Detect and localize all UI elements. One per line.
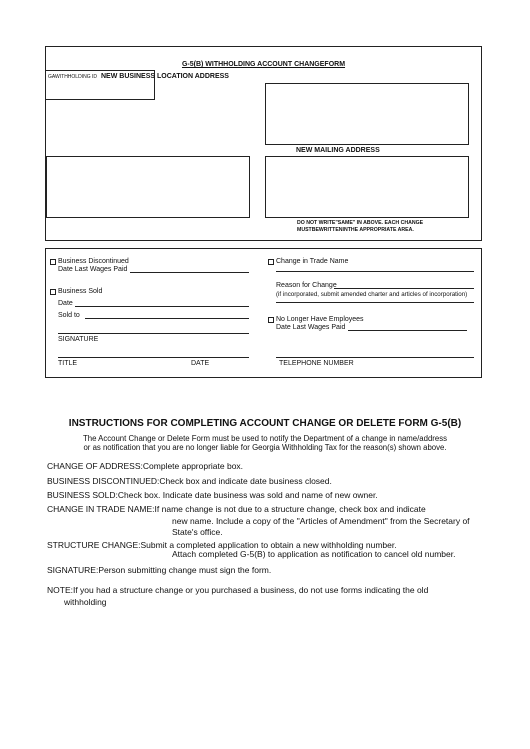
signature-line[interactable] — [58, 357, 249, 358]
instr-business-sold: BUSINESS SOLD:Check box. Indicate date business was sold and name of new owner. — [47, 490, 378, 500]
instr-trade-name-1: CHANGE IN TRADE NAME:If name change is not due to a structure change, check box and indicate — [47, 504, 426, 514]
instr-note-1: NOTE:If you had a structure change or you purchased a business, do not use forms indicating the old — [47, 585, 429, 595]
business-sold-label: Business Sold — [58, 288, 103, 295]
instr-business-discontinued: BUSINESS DISCONTINUED:Check box and indicate date business closed. — [47, 476, 332, 486]
instr-change-address: CHANGE OF ADDRESS:Complete appropriate box. — [47, 461, 244, 471]
date-last-wages-paid-line-left[interactable] — [130, 272, 249, 273]
business-location-field[interactable] — [46, 156, 250, 218]
date-line[interactable] — [75, 306, 249, 307]
date-last-wages-paid-label-left: Date Last Wages Paid — [58, 266, 128, 273]
form-title: G-5(B) WITHHOLDING ACCOUNT CHANGEFORM — [181, 61, 346, 68]
reason-note: (if incorporated, submit amended charter and articles of incorporation) — [276, 291, 468, 298]
reason-for-change-line[interactable] — [334, 288, 474, 289]
mailing-address-field[interactable] — [265, 156, 469, 218]
note-line-1: DO NOT WRITE"SAME" IN ABOVE. EACH CHANGE — [297, 220, 424, 226]
date-label-2: DATE — [191, 360, 210, 367]
no-longer-employees-checkbox[interactable] — [268, 317, 274, 323]
new-mailing-address-label: NEW MAILING ADDRESS — [296, 147, 380, 154]
date-last-wages-paid-line-right[interactable] — [348, 330, 467, 331]
note-line-2: MUSTBEWRITTENINTHE APPROPRIATE AREA. — [297, 227, 414, 233]
instr-signature: SIGNATURE:Person submitting change must sign the form. — [47, 565, 272, 575]
date-label: Date — [58, 300, 73, 307]
instructions-heading: INSTRUCTIONS FOR COMPLETING ACCOUNT CHANGE OR DELETE FORM G-5(B) — [68, 418, 462, 429]
no-longer-employees-label: No Longer Have Employees — [276, 316, 364, 323]
signature-label: SIGNATURE — [58, 336, 99, 343]
change-in-trade-name-checkbox[interactable] — [268, 259, 274, 265]
instructions-intro-2: or as notification that you are no longer liable for Georgia Withholding Tax for the reason(s) shown above. — [83, 443, 447, 452]
mailing-address-upper-field[interactable] — [265, 83, 469, 145]
title-label: TITLE — [58, 360, 78, 367]
instr-trade-name-3: State's office. — [172, 527, 223, 537]
instr-note-2: withholding — [64, 597, 107, 607]
instr-structure-2: Attach completed G-5(B) to application as notification to cancel old number. — [172, 549, 456, 559]
date-last-wages-paid-label-right: Date Last Wages Paid — [276, 324, 346, 331]
instr-structure-1: STRUCTURE CHANGE:Submit a completed application to obtain a new withholding number. — [47, 540, 397, 550]
ga-withholding-id-label: GAWITHHOLDING ID — [48, 74, 97, 80]
telephone-label: TELEPHONE NUMBER — [279, 360, 354, 367]
new-business-location-label: NEW BUSINESS LOCATION ADDRESS — [101, 73, 229, 80]
sold-to-line[interactable] — [85, 318, 249, 319]
change-in-trade-name-label: Change in Trade Name — [276, 258, 349, 265]
business-discontinued-label: Business Discontinued — [58, 258, 129, 265]
reason-line-2[interactable] — [276, 302, 474, 303]
reason-for-change-label: Reason for Change — [276, 282, 337, 289]
instr-trade-name-2: new name. Include a copy of the "Articles of Amendment" from the Secretary of — [172, 516, 470, 526]
do-not-write-note — [297, 220, 423, 234]
telephone-line[interactable] — [276, 357, 474, 358]
sold-to-line-2[interactable] — [58, 333, 249, 334]
instructions-intro-1: The Account Change or Delete Form must be used to notify the Department of a change in name/address — [82, 434, 448, 443]
business-discontinued-checkbox[interactable] — [50, 259, 56, 265]
business-sold-checkbox[interactable] — [50, 289, 56, 295]
sold-to-label: Sold to — [58, 312, 80, 319]
trade-name-line[interactable] — [276, 271, 474, 272]
